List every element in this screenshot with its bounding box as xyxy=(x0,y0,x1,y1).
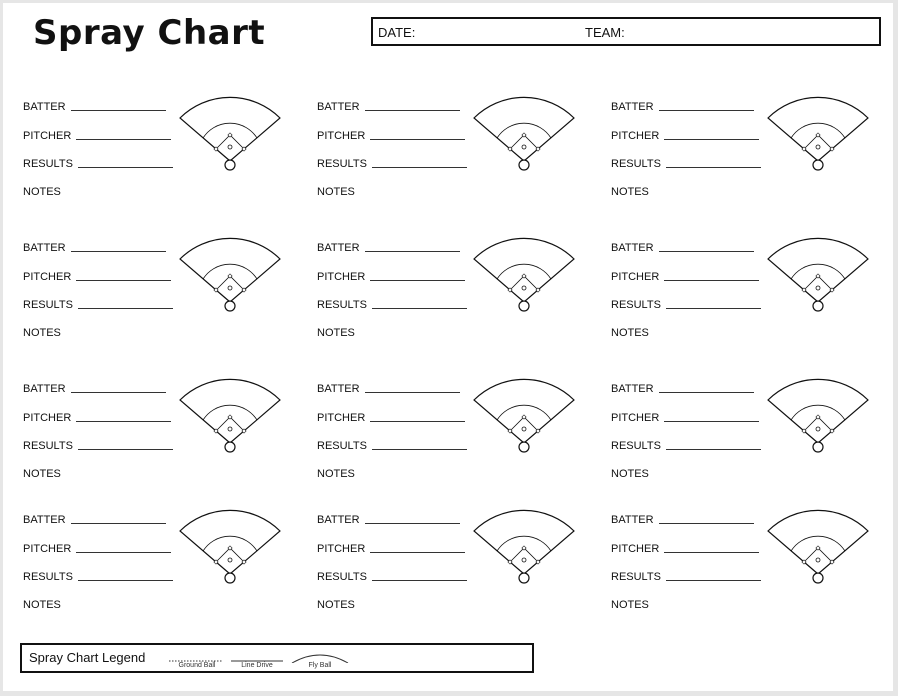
field-pitcher[interactable] xyxy=(23,543,171,555)
field-notes xyxy=(23,468,61,480)
team-label: TEAM: xyxy=(585,25,625,40)
baseball-field-diagram-icon xyxy=(471,228,577,316)
write-in-line[interactable] xyxy=(71,392,166,393)
field-label: NOTES xyxy=(611,186,649,198)
spray-chart-cell xyxy=(317,101,597,211)
write-in-line[interactable] xyxy=(664,139,759,140)
field-pitcher[interactable] xyxy=(611,130,759,142)
field-batter[interactable] xyxy=(23,101,166,113)
field-notes xyxy=(23,186,61,198)
field-batter[interactable] xyxy=(23,514,166,526)
field-label: BATTER xyxy=(611,242,654,254)
write-in-line[interactable] xyxy=(370,139,465,140)
spray-chart-cell xyxy=(23,383,303,493)
spray-chart-cell xyxy=(611,514,891,624)
field-label: NOTES xyxy=(23,327,61,339)
field-results[interactable] xyxy=(317,299,467,311)
field-results[interactable] xyxy=(23,571,173,583)
field-notes xyxy=(317,186,355,198)
write-in-line[interactable] xyxy=(372,580,467,581)
field-pitcher[interactable] xyxy=(317,271,465,283)
field-label: RESULTS xyxy=(611,571,661,583)
field-label: BATTER xyxy=(611,514,654,526)
field-batter[interactable] xyxy=(611,514,754,526)
field-label: NOTES xyxy=(317,599,355,611)
field-results[interactable] xyxy=(611,571,761,583)
field-results[interactable] xyxy=(611,158,761,170)
field-batter[interactable] xyxy=(317,101,460,113)
spray-chart-cell xyxy=(23,101,303,211)
write-in-line[interactable] xyxy=(664,280,759,281)
write-in-line[interactable] xyxy=(666,308,761,309)
field-batter[interactable] xyxy=(611,101,754,113)
write-in-line[interactable] xyxy=(365,251,460,252)
field-label: NOTES xyxy=(317,327,355,339)
field-label: PITCHER xyxy=(611,130,660,142)
legend-box xyxy=(20,643,534,673)
field-batter[interactable] xyxy=(611,383,754,395)
write-in-line[interactable] xyxy=(78,449,173,450)
write-in-line[interactable] xyxy=(664,552,759,553)
write-in-line[interactable] xyxy=(71,251,166,252)
baseball-field-diagram-icon xyxy=(765,500,871,588)
field-results[interactable] xyxy=(317,158,467,170)
legend-item-line-drive xyxy=(227,647,287,673)
field-label: NOTES xyxy=(611,327,649,339)
field-results[interactable] xyxy=(611,440,761,452)
write-in-line[interactable] xyxy=(372,167,467,168)
write-in-line[interactable] xyxy=(659,392,754,393)
write-in-line[interactable] xyxy=(659,110,754,111)
spray-chart-cell xyxy=(317,383,597,493)
field-label: RESULTS xyxy=(317,571,367,583)
write-in-line[interactable] xyxy=(76,552,171,553)
field-pitcher[interactable] xyxy=(317,412,465,424)
legend-label-ground-ball: Ground Ball xyxy=(178,662,216,669)
field-label: PITCHER xyxy=(611,271,660,283)
field-label: BATTER xyxy=(23,383,66,395)
field-label: PITCHER xyxy=(317,543,366,555)
write-in-line[interactable] xyxy=(76,421,171,422)
spray-chart-cell xyxy=(317,242,597,352)
field-pitcher[interactable] xyxy=(23,130,171,142)
write-in-line[interactable] xyxy=(370,280,465,281)
field-notes xyxy=(317,468,355,480)
field-label: NOTES xyxy=(23,599,61,611)
field-results[interactable] xyxy=(317,440,467,452)
write-in-line[interactable] xyxy=(76,139,171,140)
field-label: NOTES xyxy=(317,186,355,198)
field-label: BATTER xyxy=(317,383,360,395)
field-results[interactable] xyxy=(317,571,467,583)
field-batter[interactable] xyxy=(317,383,460,395)
field-label: RESULTS xyxy=(611,299,661,311)
write-in-line[interactable] xyxy=(365,110,460,111)
write-in-line[interactable] xyxy=(78,308,173,309)
field-label: PITCHER xyxy=(611,543,660,555)
field-label: RESULTS xyxy=(317,158,367,170)
field-notes xyxy=(23,599,61,611)
baseball-field-diagram-icon xyxy=(471,500,577,588)
field-pitcher[interactable] xyxy=(23,412,171,424)
write-in-line[interactable] xyxy=(78,167,173,168)
field-batter[interactable] xyxy=(23,242,166,254)
baseball-field-diagram-icon xyxy=(765,87,871,175)
field-pitcher[interactable] xyxy=(611,543,759,555)
baseball-field-diagram-icon xyxy=(471,369,577,457)
field-label: BATTER xyxy=(611,383,654,395)
field-results[interactable] xyxy=(23,158,173,170)
baseball-field-diagram-icon xyxy=(765,369,871,457)
field-label: PITCHER xyxy=(23,130,72,142)
write-in-line[interactable] xyxy=(71,110,166,111)
spray-chart-cell xyxy=(23,514,303,624)
legend-title: Spray Chart Legend xyxy=(29,650,146,665)
spray-chart-cell xyxy=(611,383,891,493)
write-in-line[interactable] xyxy=(365,392,460,393)
write-in-line[interactable] xyxy=(372,449,467,450)
write-in-line[interactable] xyxy=(372,308,467,309)
field-label: PITCHER xyxy=(23,543,72,555)
field-label: BATTER xyxy=(23,514,66,526)
field-notes xyxy=(611,327,649,339)
field-label: BATTER xyxy=(317,242,360,254)
write-in-line[interactable] xyxy=(370,421,465,422)
write-in-line[interactable] xyxy=(78,580,173,581)
spray-chart-cell xyxy=(23,242,303,352)
field-label: RESULTS xyxy=(23,158,73,170)
field-label: PITCHER xyxy=(317,271,366,283)
field-label: NOTES xyxy=(23,186,61,198)
scorecard-page xyxy=(3,3,893,691)
field-notes xyxy=(611,599,649,611)
field-pitcher[interactable] xyxy=(317,543,465,555)
date-label: DATE: xyxy=(378,25,416,40)
field-notes xyxy=(317,327,355,339)
page-title: Spray Chart xyxy=(33,13,266,53)
field-label: PITCHER xyxy=(317,412,366,424)
field-label: BATTER xyxy=(317,514,360,526)
field-results[interactable] xyxy=(23,440,173,452)
field-label: NOTES xyxy=(611,468,649,480)
write-in-line[interactable] xyxy=(365,523,460,524)
write-in-line[interactable] xyxy=(664,421,759,422)
write-in-line[interactable] xyxy=(370,552,465,553)
write-in-line[interactable] xyxy=(76,280,171,281)
field-pitcher[interactable] xyxy=(23,271,171,283)
field-batter[interactable] xyxy=(317,514,460,526)
legend-label-fly-ball: Fly Ball xyxy=(308,662,332,669)
spray-chart-cell xyxy=(317,514,597,624)
spray-chart-cell xyxy=(611,101,891,211)
baseball-field-diagram-icon xyxy=(471,87,577,175)
field-notes xyxy=(23,327,61,339)
field-label: RESULTS xyxy=(317,299,367,311)
baseball-field-diagram-icon xyxy=(177,500,283,588)
field-label: NOTES xyxy=(317,468,355,480)
field-label: BATTER xyxy=(23,101,66,113)
baseball-field-diagram-icon xyxy=(177,369,283,457)
write-in-line[interactable] xyxy=(659,523,754,524)
field-label: BATTER xyxy=(317,101,360,113)
field-notes xyxy=(317,599,355,611)
baseball-field-diagram-icon xyxy=(177,87,283,175)
field-label: BATTER xyxy=(23,242,66,254)
field-label: PITCHER xyxy=(611,412,660,424)
field-label: NOTES xyxy=(23,468,61,480)
field-notes xyxy=(611,468,649,480)
field-label: PITCHER xyxy=(23,271,72,283)
field-pitcher[interactable] xyxy=(611,271,759,283)
spray-chart-cell xyxy=(611,242,891,352)
legend-label-line-drive: Line Drive xyxy=(241,662,273,669)
write-in-line[interactable] xyxy=(71,523,166,524)
field-label: NOTES xyxy=(611,599,649,611)
legend-item-fly-ball xyxy=(290,647,350,673)
legend-item-ground-ball xyxy=(167,647,227,673)
field-label: RESULTS xyxy=(23,299,73,311)
field-label: PITCHER xyxy=(317,130,366,142)
field-batter[interactable] xyxy=(23,383,166,395)
field-batter[interactable] xyxy=(317,242,460,254)
baseball-field-diagram-icon xyxy=(765,228,871,316)
field-label: PITCHER xyxy=(23,412,72,424)
header-box xyxy=(371,17,881,46)
field-notes xyxy=(611,186,649,198)
write-in-line[interactable] xyxy=(666,580,761,581)
baseball-field-diagram-icon xyxy=(177,228,283,316)
field-label: RESULTS xyxy=(317,440,367,452)
field-label: RESULTS xyxy=(23,571,73,583)
field-pitcher[interactable] xyxy=(317,130,465,142)
field-batter[interactable] xyxy=(611,242,754,254)
write-in-line[interactable] xyxy=(666,167,761,168)
field-results[interactable] xyxy=(611,299,761,311)
write-in-line[interactable] xyxy=(666,449,761,450)
field-label: BATTER xyxy=(611,101,654,113)
write-in-line[interactable] xyxy=(659,251,754,252)
field-results[interactable] xyxy=(23,299,173,311)
field-label: RESULTS xyxy=(23,440,73,452)
field-label: RESULTS xyxy=(611,158,661,170)
field-label: RESULTS xyxy=(611,440,661,452)
field-pitcher[interactable] xyxy=(611,412,759,424)
